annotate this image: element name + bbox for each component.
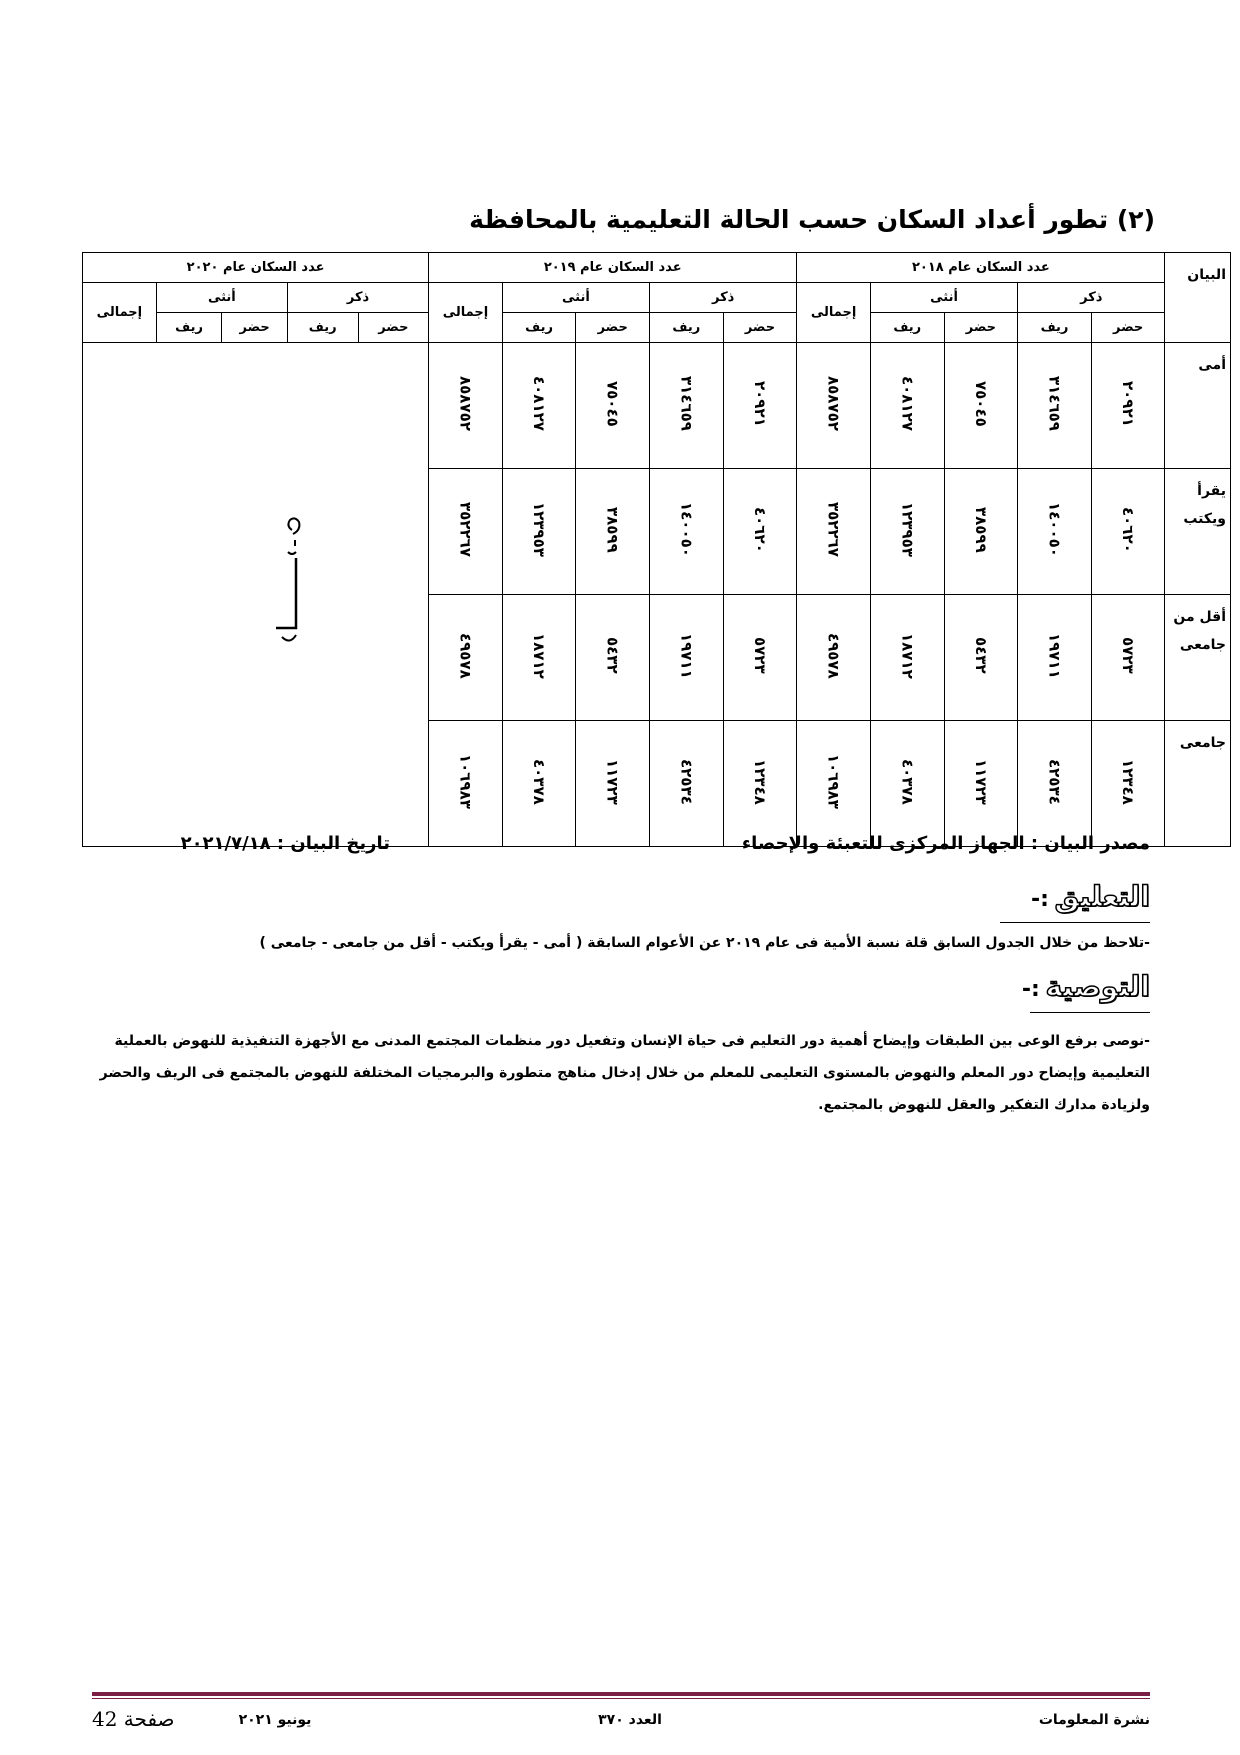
- table-cell: ٤٢٥٣٤: [1045, 758, 1064, 805]
- total-header: إجمالى: [797, 283, 871, 343]
- table-cell: ١٨٧١٢: [898, 632, 917, 679]
- year-header-2019: عدد السكان عام ٢٠١٩: [429, 253, 797, 283]
- table-cell: ٧٥٠٤٥: [603, 380, 622, 427]
- table-cell: ١٤٠٠٥٠: [1045, 502, 1064, 557]
- rural-header: ريف: [156, 313, 222, 343]
- rural-header: ريف: [650, 313, 724, 343]
- table-cell: ٨٥٨٧٥٢: [456, 376, 475, 431]
- recommendation-line: ولزيادة مدارك التفكير والعقل للنهوض بالمجتمع.: [818, 1097, 1150, 1113]
- rural-header: ريف: [287, 313, 358, 343]
- table-cell: ١٢٣٤٨: [750, 758, 769, 805]
- total-header: إجمالى: [83, 283, 157, 343]
- female-header: أنثى: [156, 283, 287, 313]
- urban-header: حضر: [1091, 313, 1165, 343]
- female-header: أنثى: [502, 283, 649, 313]
- urban-header: حضر: [358, 313, 429, 343]
- row-label: أقل من جامعى: [1165, 595, 1231, 721]
- recommendation-text: [99, 1025, 1150, 1121]
- recommendation-underline: [1030, 1012, 1150, 1013]
- urban-header: حضر: [576, 313, 650, 343]
- row-label: يقرأ ويكتب: [1165, 469, 1231, 595]
- table-cell: ٤٠٣٧٨: [898, 758, 917, 805]
- table-cell: ١٢٣٩٥٣: [898, 502, 917, 557]
- footer-publication: نشرة المعلومات: [1038, 1712, 1150, 1728]
- recommendation-heading-label: التوصية: [1045, 970, 1150, 1003]
- table-cell: ٧٥٠٤٥: [971, 380, 990, 427]
- male-header: ذكر: [287, 283, 428, 313]
- empty-2020-block: [83, 343, 429, 847]
- row-header: البيان: [1165, 253, 1231, 343]
- row-label: أمى: [1165, 343, 1231, 469]
- table-cell: ٣٨٥٩٩: [603, 506, 622, 553]
- table-cell: ١٠٦٩٨٣: [456, 754, 475, 809]
- page-title: (٢) تطور أعداد السكان حسب الحالة التعليمية بالمحافظة: [469, 205, 1155, 234]
- table-cell: ٣٨٥٩٩: [971, 506, 990, 553]
- table-cell: ٢٠٩٢١: [1119, 380, 1138, 427]
- population-education-table: [82, 252, 1231, 847]
- footer-rule: [92, 1692, 1150, 1696]
- urban-header: حضر: [723, 313, 797, 343]
- male-header: ذكر: [650, 283, 797, 313]
- table-cell: ١٩٧١١: [677, 632, 696, 679]
- table-cell: ٨٥٨٧٥٢: [824, 376, 843, 431]
- rural-header: ريف: [870, 313, 944, 343]
- table-cell: ٤٩٥٧٨: [824, 632, 843, 679]
- table-cell: ٤٢٥٣٤: [677, 758, 696, 805]
- recommendation-line: -نوصى برفع الوعى بين الطبقات وإيضاح أهمية دور التعليم فى حياة الإنسان وتفعيل دور منظمات المجتمع المدنى مع الأجهزة التنفيذية للنهوض بالعملية: [114, 1033, 1150, 1049]
- rural-header: ريف: [502, 313, 576, 343]
- table-cell: ٤٩٥٧٨: [456, 632, 475, 679]
- footer-issue: العدد ٣٧٠: [598, 1712, 662, 1728]
- table-cell: ٥٤٣٢: [603, 637, 622, 674]
- recommendation-heading-mark: :-: [1021, 977, 1040, 1002]
- comment-heading-mark: :-: [1031, 887, 1049, 912]
- page-number: صفحة 42: [92, 1707, 175, 1731]
- table-cell: ١١٧٢٣: [971, 758, 990, 805]
- table-cell: ٥٧٢٣: [1119, 637, 1138, 674]
- rural-header: ريف: [1018, 313, 1092, 343]
- footer-date: يونيو ٢٠٢١: [238, 1712, 312, 1728]
- handwritten-mark: [262, 500, 332, 660]
- table-cell: ٣١٤٦٥٩: [677, 376, 696, 431]
- table-cell: ٣٥٢٢٦٧: [824, 502, 843, 557]
- table-cell: ١٩٧١١: [1045, 632, 1064, 679]
- year-header-2020: عدد السكان عام ٢٠٢٠: [83, 253, 429, 283]
- recommendation-line: التعليمية وإيضاح دور المعلم والنهوض بالمستوى التعليمى للمعلم من خلال إدخال مناهج متطورة والبرمجيات المختلفة للنهوض بالمجتمع فى الريف والحضر: [99, 1065, 1150, 1081]
- table-cell: ٤٠٨١٢٧: [530, 376, 549, 431]
- table-cell: ٤٠٨١٢٧: [898, 376, 917, 431]
- comment-text: -تلاحظ من خلال الجدول السابق قلة نسبة الأمية فى عام ٢٠١٩ عن الأعوام السابقة ( أمى - يقرأ ويكتب - أقل من جامعى - جامعى ): [259, 935, 1150, 951]
- data-date: تاريخ البيان : ٢٠٢١/٧/١٨: [180, 833, 390, 854]
- table-cell: ٢٠٩٢١: [750, 380, 769, 427]
- row-label: جامعى: [1165, 721, 1231, 847]
- urban-header: حضر: [944, 313, 1018, 343]
- table-cell: ٣٥٢٢٦٧: [456, 502, 475, 557]
- male-header: ذكر: [1018, 283, 1165, 313]
- urban-header: حضر: [222, 313, 288, 343]
- table-cell: ٥٤٣٢: [971, 637, 990, 674]
- recommendation-heading: [900, 970, 1150, 1010]
- comment-heading: [900, 880, 1150, 920]
- table-row: [83, 343, 1231, 469]
- table-cell: ١٠٦٩٨٣: [824, 754, 843, 809]
- table-cell: ٤٠٦٢٠: [1119, 506, 1138, 553]
- comment-heading-label: التعليق: [1054, 880, 1150, 913]
- table-cell: ١٢٣٤٨: [1119, 758, 1138, 805]
- table-cell: ١٤٠٠٥٠: [677, 502, 696, 557]
- table-cell: ٣١٤٦٥٩: [1045, 376, 1064, 431]
- table-cell: ٤٠٦٢٠: [750, 506, 769, 553]
- footer-rule-thin: [92, 1698, 1150, 1699]
- data-source: مصدر البيان : الجهاز المركزى للتعبئة والإحصاء: [741, 833, 1150, 854]
- year-header-2018: عدد السكان عام ٢٠١٨: [797, 253, 1165, 283]
- table-cell: ٤٠٣٧٨: [530, 758, 549, 805]
- table-cell: ١١٧٢٣: [603, 758, 622, 805]
- comment-underline: [1000, 922, 1150, 923]
- table-cell: ١٨٧١٢: [530, 632, 549, 679]
- female-header: أنثى: [870, 283, 1017, 313]
- table-cell: ١٢٣٩٥٣: [530, 502, 549, 557]
- table-cell: ٥٧٢٣: [750, 637, 769, 674]
- total-header: إجمالى: [429, 283, 503, 343]
